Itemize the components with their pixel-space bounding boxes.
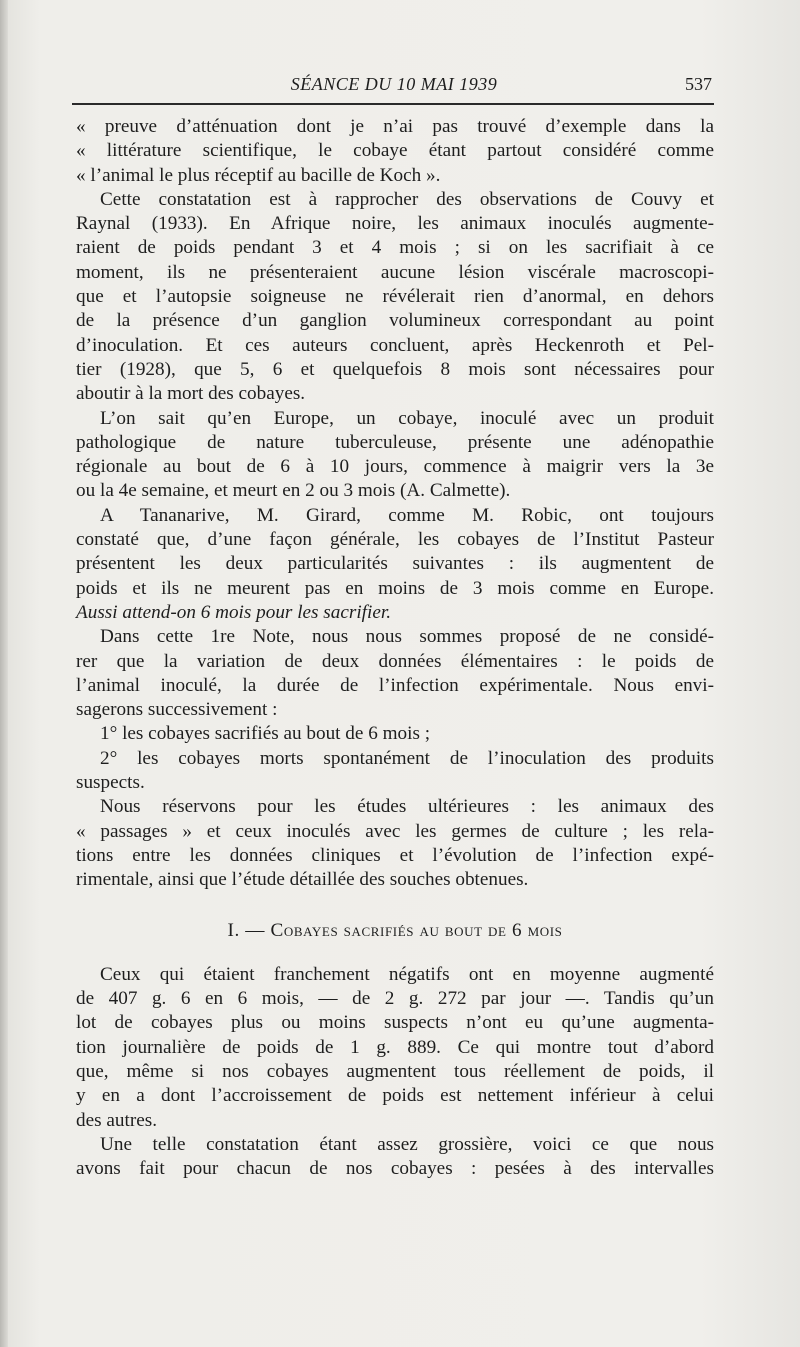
text-line: présentent les deux particularités suivantes : ils augmentent de bbox=[76, 553, 714, 575]
section-heading: I. — Cobayes sacrifiés au bout de 6 mois bbox=[227, 919, 563, 941]
binding-edge bbox=[0, 0, 8, 1347]
text-line: tion journalière de poids de 1 g. 889. Ce qui montre tout d’abord bbox=[76, 1036, 714, 1058]
text-line: Cette constatation est à rapprocher des observations de Couvy et bbox=[100, 188, 714, 210]
text-line: constaté que, d’une façon générale, les cobayes de l’Institut Pasteur bbox=[76, 529, 714, 551]
text-line: de 407 g. 6 en 6 mois, — de 2 g. 272 par jour —. Tandis qu’un bbox=[76, 988, 714, 1010]
text-line: lot de cobayes plus ou moins suspects n’ont eu qu’une augmenta- bbox=[76, 1012, 714, 1034]
text-line: poids et ils ne meurent pas en moins de 3 mois comme en Europe. bbox=[76, 577, 714, 599]
text-line: des autres. bbox=[76, 1109, 157, 1131]
text-line: pathologique de nature tuberculeuse, présente une adénopathie bbox=[76, 431, 714, 453]
header-rule bbox=[72, 103, 714, 105]
list-item: 1° les cobayes sacrifiés au bout de 6 mois ; bbox=[100, 723, 431, 745]
text-line: Dans cette 1re Note, nous nous sommes proposé de ne considé- bbox=[100, 626, 714, 648]
page-number: 537 bbox=[685, 74, 712, 94]
section-spacer bbox=[76, 893, 714, 919]
text-line: que, même si nos cobayes augmentent tous réellement de poids, il bbox=[76, 1060, 714, 1082]
section-spacer bbox=[76, 943, 714, 963]
text-line: de la présence d’un ganglion volumineux correspondant au point bbox=[76, 310, 714, 332]
text-line: « preuve d’atténuation dont je n’ai pas trouvé d’exemple dans la bbox=[76, 116, 714, 137]
text-line: L’on sait qu’en Europe, un cobaye, inoculé avec un produit bbox=[100, 407, 714, 429]
list-item: 2° les cobayes morts spontanément de l’inoculation des produits bbox=[100, 747, 714, 769]
text-line: tions entre les données cliniques et l’évolution de l’infection expé- bbox=[76, 844, 714, 866]
text-line: avons fait pour chacun de nos cobayes : pesées à des intervalles bbox=[76, 1158, 714, 1180]
text-line: l’animal inoculé, la durée de l’infection expérimentale. Nous envi- bbox=[76, 674, 714, 696]
text-line: y en a dont l’accroissement de poids est nettement inférieur à celui bbox=[76, 1085, 714, 1107]
text-line: régionale au bout de 6 à 10 jours, commence à maigrir vers la 3e bbox=[76, 456, 714, 478]
text-line: Nous réservons pour les études ultérieures : les animaux des bbox=[100, 796, 714, 818]
text-line: moment, ils ne présenteraient aucune lésion viscérale macroscopi- bbox=[76, 261, 714, 283]
text-line-italic: Aussi attend-on 6 mois pour les sacrifier. bbox=[76, 601, 391, 623]
text-line: rimentale, ainsi que l’étude détaillée des souches obtenues. bbox=[76, 869, 529, 891]
text-line: aboutir à la mort des cobayes. bbox=[76, 383, 306, 405]
text-line: suspects. bbox=[76, 772, 145, 794]
text-line: tier (1928), que 5, 6 et quelquefois 8 mois sont nécessaires pour bbox=[76, 358, 714, 380]
text-line: « littérature scientifique, le cobaye étant partout considéré comme bbox=[76, 140, 714, 162]
text-line: que et l’autopsie soigneuse ne révélerait rien d’anormal, en dehors bbox=[76, 286, 714, 308]
body-text bbox=[76, 115, 714, 1181]
text-line: « passages » et ceux inoculés avec les germes de culture ; les rela- bbox=[76, 820, 714, 842]
text-line: raient de poids pendant 3 et 4 mois ; si on les sacrifiait à ce bbox=[76, 237, 714, 259]
running-title: SÉANCE DU 10 MAI 1939 bbox=[290, 74, 498, 94]
text-line: ou la 4e semaine, et meurt en 2 ou 3 mois (A. Calmette). bbox=[76, 480, 511, 502]
text-line: rer que la variation de deux données élémentaires : le poids de bbox=[76, 650, 714, 672]
text-line: Ceux qui étaient franchement négatifs ont en moyenne augmenté bbox=[100, 963, 714, 985]
text-line: sagerons successivement : bbox=[76, 699, 278, 721]
text-line: « l’animal le plus réceptif au bacille de Koch ». bbox=[76, 164, 441, 186]
text-line: A Tananarive, M. Girard, comme M. Robic, ont toujours bbox=[100, 504, 714, 526]
page-header bbox=[76, 74, 712, 102]
text-line: d’inoculation. Et ces auteurs concluent, après Heckenroth et Pel- bbox=[76, 334, 714, 356]
text-line: Une telle constatation étant assez grossière, voici ce que nous bbox=[100, 1133, 714, 1155]
text-line: Raynal (1933). En Afrique noire, les animaux inoculés augmente- bbox=[76, 213, 714, 235]
